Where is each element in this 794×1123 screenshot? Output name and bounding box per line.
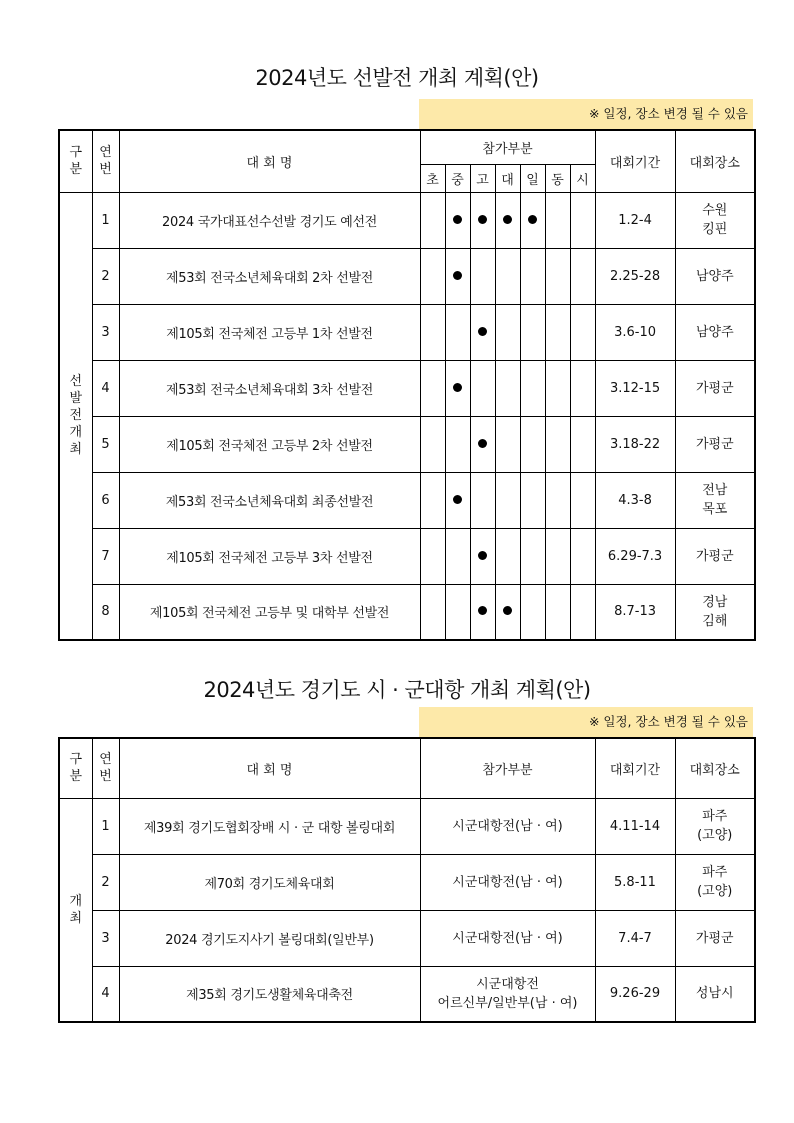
division-mark-cell [445,584,470,640]
participation-division: 시군대항전(남 · 여) [420,910,595,966]
division-mark-cell [570,416,595,472]
division-mark-cell [470,472,495,528]
event-venue: 가평군 [675,360,755,416]
event-name: 제53회 전국소년체육대회 2차 선발전 [119,248,420,304]
category-cell [59,192,92,640]
table-row [59,528,755,584]
division-high: 고 [470,164,495,192]
event-name: 제105회 전국체전 고등부 2차 선발전 [119,416,420,472]
row-number: 1 [92,192,119,248]
event-name: 제105회 전국체전 고등부 1차 선발전 [119,304,420,360]
event-period: 4.11-14 [595,798,675,854]
event-name: 2024 경기도지사기 볼링대회(일반부) [119,910,420,966]
division-mark-cell [545,304,570,360]
division-mark-cell [570,248,595,304]
row-number: 5 [92,416,119,472]
event-period: 1.2-4 [595,192,675,248]
row-number: 6 [92,472,119,528]
section2-note: ※ 일정, 장소 변경 될 수 있음 [419,707,753,737]
table-row [59,854,755,910]
event-name: 제70회 경기도체육대회 [119,854,420,910]
table-row [59,248,755,304]
division-mark-cell [545,360,570,416]
division-mark-cell [470,584,495,640]
event-period: 3.6-10 [595,304,675,360]
section1-note: ※ 일정, 장소 변경 될 수 있음 [419,99,753,129]
participation-dot-icon [503,606,512,615]
division-mark-cell [495,416,520,472]
division-elementary: 초 [420,164,445,192]
table-row [59,798,755,854]
participation-dot-icon [478,215,487,224]
event-name: 제105회 전국체전 고등부 3차 선발전 [119,528,420,584]
division-mark-cell [445,360,470,416]
header-period: 대회기간 [595,738,675,798]
section2-title: 2024년도 경기도 시 · 군대항 개최 계획(안) [203,678,591,702]
table-row [59,910,755,966]
participation-dot-icon [478,439,487,448]
division-mark-cell [445,304,470,360]
selection-schedule-table [58,129,756,641]
participation-division: 시군대항전(남 · 여) [420,854,595,910]
division-mark-cell [420,528,445,584]
event-name: 제105회 전국체전 고등부 및 대학부 선발전 [119,584,420,640]
division-mark-cell [470,528,495,584]
division-mark-cell [495,584,520,640]
table-row [59,584,755,640]
event-name: 제53회 전국소년체육대회 3차 선발전 [119,360,420,416]
division-mark-cell [445,192,470,248]
header-category-label: 구 분 [69,145,83,178]
event-venue: 성남시 [675,966,755,1022]
event-period: 7.4-7 [595,910,675,966]
row-number: 3 [92,910,119,966]
event-venue: 남양주 [675,248,755,304]
row-number: 7 [92,528,119,584]
header-participation: 참가부분 [420,738,595,798]
event-venue: 가평군 [675,910,755,966]
division-mark-cell [470,192,495,248]
header-number [92,738,119,798]
division-mark-cell [520,528,545,584]
participation-dot-icon [478,327,487,336]
division-mark-cell [545,416,570,472]
table-row [59,472,755,528]
participation-dot-icon [478,551,487,560]
event-period: 6.29-7.3 [595,528,675,584]
division-mark-cell [520,360,545,416]
header-number-label: 연 번 [99,145,112,178]
table-row [59,416,755,472]
row-number: 8 [92,584,119,640]
division-mark-cell [545,528,570,584]
event-period: 2.25-28 [595,248,675,304]
event-period: 8.7-13 [595,584,675,640]
division-mark-cell [470,248,495,304]
event-period: 4.3-8 [595,472,675,528]
division-mark-cell [495,304,520,360]
header-number [92,130,119,192]
division-mark-cell [520,472,545,528]
row-number: 3 [92,304,119,360]
division-mark-cell [470,360,495,416]
event-name: 제35회 경기도생활체육대축전 [119,966,420,1022]
event-name: 제53회 전국소년체육대회 최종선발전 [119,472,420,528]
division-mark-cell [420,360,445,416]
division-mark-cell [420,472,445,528]
division-mark-cell [420,584,445,640]
division-university: 대 [495,164,520,192]
header-category [59,738,92,798]
participation-dot-icon [453,271,462,280]
event-venue: 파주 (고양) [675,798,755,854]
division-mark-cell [445,472,470,528]
division-mark-cell [495,360,520,416]
division-mark-cell [420,416,445,472]
participation-dot-icon [478,606,487,615]
event-name: 2024 국가대표선수선발 경기도 예선전 [119,192,420,248]
row-number: 4 [92,966,119,1022]
division-mark-cell [445,248,470,304]
division-mark-cell [545,248,570,304]
division-mark-cell [570,360,595,416]
event-venue: 가평군 [675,416,755,472]
section1-title: 2024년도 선발전 개최 계획(안) [255,66,539,90]
event-name: 제39회 경기도협회장배 시 · 군 대항 볼링대회 [119,798,420,854]
event-period: 3.18-22 [595,416,675,472]
event-venue: 남양주 [675,304,755,360]
division-mark-cell [570,304,595,360]
header-number-label: 연 번 [99,752,112,785]
division-mark-cell [445,528,470,584]
table-row [59,304,755,360]
table-row [59,192,755,248]
event-period: 9.26-29 [595,966,675,1022]
city-county-schedule-table [58,737,756,1023]
division-mark-cell [420,304,445,360]
header-venue: 대회장소 [675,130,755,192]
division-mark-cell [420,248,445,304]
category-cell [59,798,92,1022]
division-city: 시 [570,164,595,192]
event-venue: 경남 김해 [675,584,755,640]
division-mark-cell [495,192,520,248]
event-period: 5.8-11 [595,854,675,910]
table-row [59,360,755,416]
division-mark-cell [545,192,570,248]
header-event: 대 회 명 [119,738,420,798]
division-mark-cell [495,472,520,528]
header-event: 대 회 명 [119,130,420,192]
division-middle: 중 [445,164,470,192]
header-participation: 참가부분 [420,130,595,164]
division-mark-cell [495,248,520,304]
division-mark-cell [495,528,520,584]
event-venue: 가평군 [675,528,755,584]
division-mark-cell [570,528,595,584]
header-period: 대회기간 [595,130,675,192]
division-mark-cell [570,584,595,640]
division-mark-cell [570,472,595,528]
division-mark-cell [520,248,545,304]
division-mark-cell [520,192,545,248]
category-label: 개 최 [69,893,83,926]
header-category [59,130,92,192]
division-general: 일 [520,164,545,192]
division-mark-cell [520,584,545,640]
event-venue: 파주 (고양) [675,854,755,910]
division-mark-cell [470,416,495,472]
participation-division: 시군대항전 어르신부/일반부(남 · 여) [420,966,595,1022]
division-mark-cell [445,416,470,472]
row-number: 2 [92,854,119,910]
row-number: 1 [92,798,119,854]
division-mark-cell [520,304,545,360]
event-venue: 수원 킹핀 [675,192,755,248]
division-club: 동 [545,164,570,192]
header-venue: 대회장소 [675,738,755,798]
participation-dot-icon [453,495,462,504]
participation-division: 시군대항전(남 · 여) [420,798,595,854]
row-number: 4 [92,360,119,416]
division-mark-cell [545,472,570,528]
participation-dot-icon [528,215,537,224]
division-mark-cell [570,192,595,248]
participation-dot-icon [453,383,462,392]
category-label: 선 발 전 개 최 [69,374,83,458]
participation-dot-icon [453,215,462,224]
division-mark-cell [420,192,445,248]
division-mark-cell [470,304,495,360]
row-number: 2 [92,248,119,304]
division-mark-cell [520,416,545,472]
table-row [59,966,755,1022]
participation-dot-icon [503,215,512,224]
event-period: 3.12-15 [595,360,675,416]
header-category-label: 구 분 [69,752,83,785]
division-mark-cell [545,584,570,640]
event-venue: 전남 목포 [675,472,755,528]
